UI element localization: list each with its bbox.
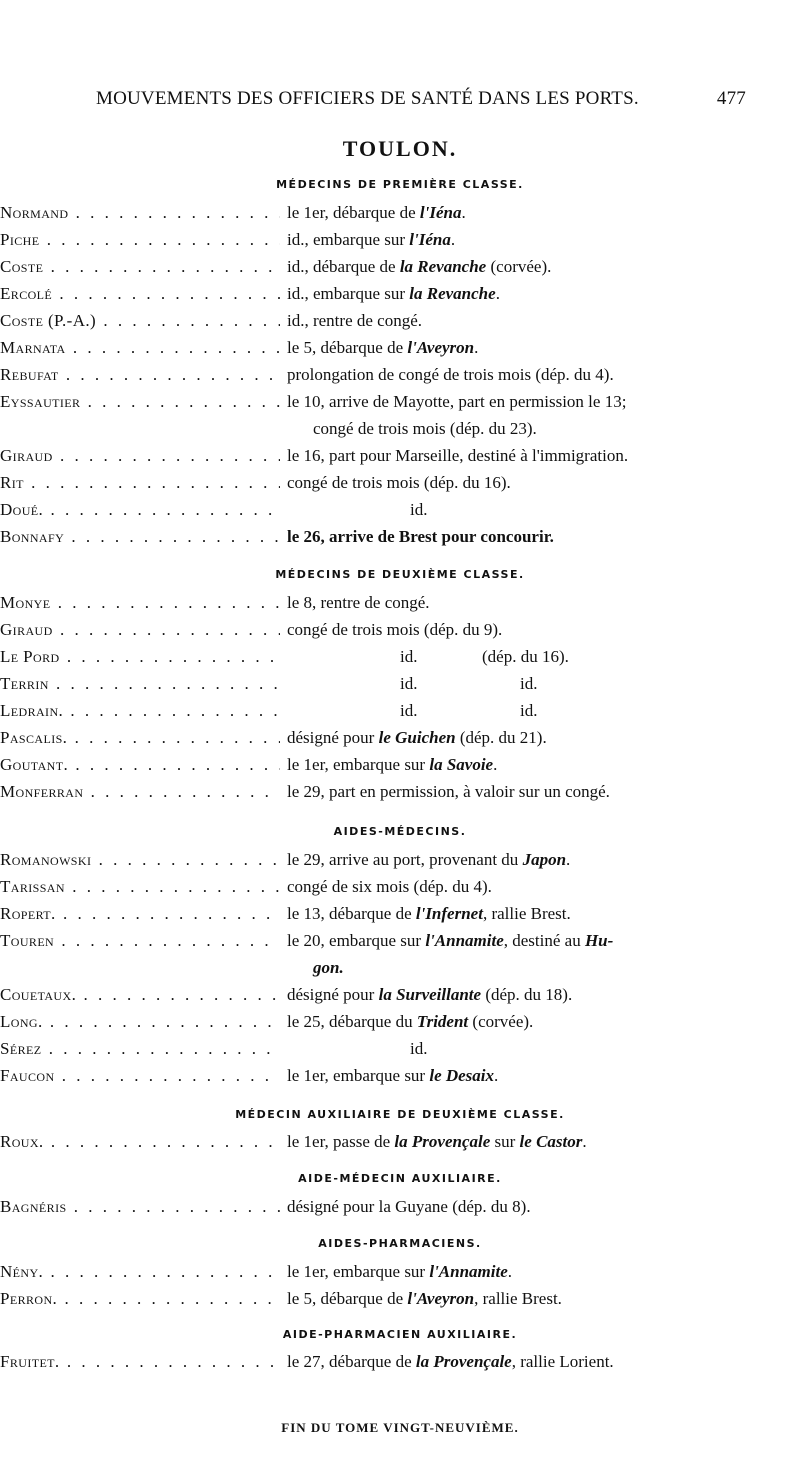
officer-name: Ercolé . . .: [0, 284, 280, 304]
movement-text: le 1er, passe de la Provençale sur le Castor.: [287, 1132, 587, 1151]
officer-name: Coste (P.-A.) . . .: [0, 311, 280, 331]
movement-text: congé de six mois (dép. du 4).: [287, 877, 492, 896]
section-title: AIDE-PHARMACIEN AUXILIAIRE.: [282, 1328, 518, 1341]
section-title: AIDES-PHARMACIENS.: [318, 1237, 482, 1250]
ditto-mark: id.: [400, 701, 418, 720]
list-item: [0, 446, 800, 474]
list-item: [0, 392, 800, 420]
movement-text: le 1er, embarque sur le Desaix.: [287, 1066, 499, 1085]
list-item: [0, 728, 800, 756]
ditto-mark: id.: [400, 674, 418, 693]
list-item: [0, 877, 800, 905]
officer-name: Eyssautier . . .: [0, 392, 280, 412]
list-item: [0, 701, 800, 729]
list-item: [0, 500, 800, 528]
list-item: [0, 620, 800, 648]
section-title: MÉDECINS DE DEUXIÈME CLASSE.: [275, 568, 525, 581]
section-title: AIDES-MÉDECINS.: [333, 825, 467, 838]
officer-name: Touren . . .: [0, 931, 280, 951]
movement-text: id., débarque de la Revanche (corvée).: [287, 257, 552, 276]
officer-name: Nény. . . .: [0, 1262, 280, 1282]
officer-name: Monye . . .: [0, 593, 280, 613]
list-item: [0, 365, 800, 393]
ditto-detail: (dép. du 16).: [482, 647, 569, 666]
officer-name: Bagnéris . . .: [0, 1197, 280, 1217]
list-item: [0, 1262, 800, 1290]
list-item: [0, 1132, 800, 1160]
list-item: [0, 904, 800, 932]
officer-name: Romanowski . . .: [0, 850, 280, 870]
list-item: [0, 1012, 800, 1040]
officer-name: Bonnafy . . .: [0, 527, 280, 547]
list-item: [0, 203, 800, 231]
list-item: [0, 931, 800, 959]
list-item: [0, 257, 800, 285]
movement-text: désigné pour la Guyane (dép. du 8).: [287, 1197, 531, 1216]
list-item: [0, 1289, 800, 1317]
movement-text: le 25, débarque du Trident (corvée).: [287, 1012, 534, 1031]
list-item: [0, 1039, 800, 1067]
officer-name: Pascalis. . . .: [0, 728, 280, 748]
movement-text: le 1er, embarque sur la Savoie.: [287, 755, 498, 774]
running-title: MOUVEMENTS DES OFFICIERS DE SANTÉ DANS LES PORTS.: [96, 88, 639, 109]
officer-name: Monferran . . .: [0, 782, 280, 802]
movement-text: désigné pour le Guichen (dép. du 21).: [287, 728, 547, 747]
officer-name: Rebufat . . .: [0, 365, 280, 385]
movement-text: le 10, arrive de Mayotte, part en permission le 13;: [287, 392, 627, 411]
section-title: MÉDECIN AUXILIAIRE DE DEUXIÈME CLASSE.: [235, 1108, 565, 1121]
list-item: [0, 338, 800, 366]
page-number: 477: [716, 88, 746, 109]
list-item: [0, 985, 800, 1013]
movement-continuation: congé de trois mois (dép. du 23).: [313, 419, 537, 438]
officer-name: Sérez . . .: [0, 1039, 280, 1059]
section-title: AIDE-MÉDECIN AUXILIAIRE.: [298, 1172, 502, 1185]
officer-name: Fruitet. . . .: [0, 1352, 280, 1372]
officer-name: Normand . . .: [0, 203, 280, 223]
list-item: [0, 850, 800, 878]
officer-name: Piche . . .: [0, 230, 280, 250]
section-title: MÉDECINS DE PREMIÈRE CLASSE.: [276, 178, 524, 191]
movement-text: id., embarque sur l'Iéna.: [287, 230, 456, 249]
movement-text: le 16, part pour Marseille, destiné à l'immigration.: [287, 446, 629, 465]
movement-text: le 20, embarque sur l'Annamite, destiné au Hu-: [287, 931, 614, 950]
list-item: [0, 473, 800, 501]
movement-text: le 26, arrive de Brest pour concourir.: [287, 527, 554, 546]
list-item: [0, 284, 800, 312]
list-item: [0, 647, 800, 675]
officer-name: Rit . . .: [0, 473, 280, 493]
list-item: [0, 311, 800, 339]
movement-text: le 8, rentre de congé.: [287, 593, 430, 612]
ditto-detail: id.: [520, 674, 538, 693]
movement-text: congé de trois mois (dép. du 16).: [287, 473, 511, 492]
ditto-mark: id.: [410, 1039, 428, 1058]
end-of-volume-note: FIN DU TOME VINGT-NEUVIÈME.: [281, 1420, 519, 1435]
movement-text: le 29, part en permission, à valoir sur un congé.: [287, 782, 610, 801]
officer-name: Couetaux. . . .: [0, 985, 280, 1005]
ditto-mark: id.: [400, 647, 418, 666]
list-item: [0, 755, 800, 783]
movement-text: le 29, arrive au port, provenant du Japon.: [287, 850, 571, 869]
movement-text: id., rentre de congé.: [287, 311, 422, 330]
officer-name: Giraud . . .: [0, 446, 280, 466]
list-item: [0, 527, 800, 555]
page-header: [96, 88, 746, 110]
movement-text: le 1er, débarque de l'Iéna.: [287, 203, 466, 222]
officer-name: Faucon . . .: [0, 1066, 280, 1086]
list-item: [0, 230, 800, 258]
city-heading: TOULON.: [342, 136, 458, 161]
list-item: [0, 1066, 800, 1094]
movement-text: id., embarque sur la Revanche.: [287, 284, 500, 303]
officer-name: Le Pord . . .: [0, 647, 280, 667]
movement-text: désigné pour la Surveillante (dép. du 18).: [287, 985, 573, 1004]
ditto-mark: id.: [410, 500, 428, 519]
officer-name: Marnata . . .: [0, 338, 280, 358]
movement-text: congé de trois mois (dép. du 9).: [287, 620, 503, 639]
list-item: [0, 1197, 800, 1225]
list-item: [0, 782, 800, 810]
list-item: [0, 1352, 800, 1380]
list-item: [0, 674, 800, 702]
movement-text: le 13, débarque de l'Infernet, rallie Brest.: [287, 904, 571, 923]
officer-name: Perron. . . .: [0, 1289, 280, 1309]
movement-text: le 27, débarque de la Provençale, rallie Lorient.: [287, 1352, 614, 1371]
movement-text: le 5, débarque de l'Aveyron, rallie Brest.: [287, 1289, 562, 1308]
ditto-detail: id.: [520, 701, 538, 720]
officer-name: Terrin . . .: [0, 674, 280, 694]
movement-text: prolongation de congé de trois mois (dép. du 4).: [287, 365, 614, 384]
officer-name: Ropert. . . .: [0, 904, 280, 924]
list-item: [0, 593, 800, 621]
officer-name: Long. . . .: [0, 1012, 280, 1032]
movement-continuation: gon.: [313, 958, 344, 977]
movement-text: le 1er, embarque sur l'Annamite.: [287, 1262, 513, 1281]
officer-name: Tarissan . . .: [0, 877, 280, 897]
officer-name: Giraud . . .: [0, 620, 280, 640]
officer-name: Ledrain. . . .: [0, 701, 280, 721]
officer-name: Roux. . . .: [0, 1132, 280, 1152]
officer-name: Goutant. . . .: [0, 755, 280, 775]
movement-text: le 5, débarque de l'Aveyron.: [287, 338, 479, 357]
officer-name: Doué. . . .: [0, 500, 280, 520]
officer-name: Coste . . .: [0, 257, 280, 277]
